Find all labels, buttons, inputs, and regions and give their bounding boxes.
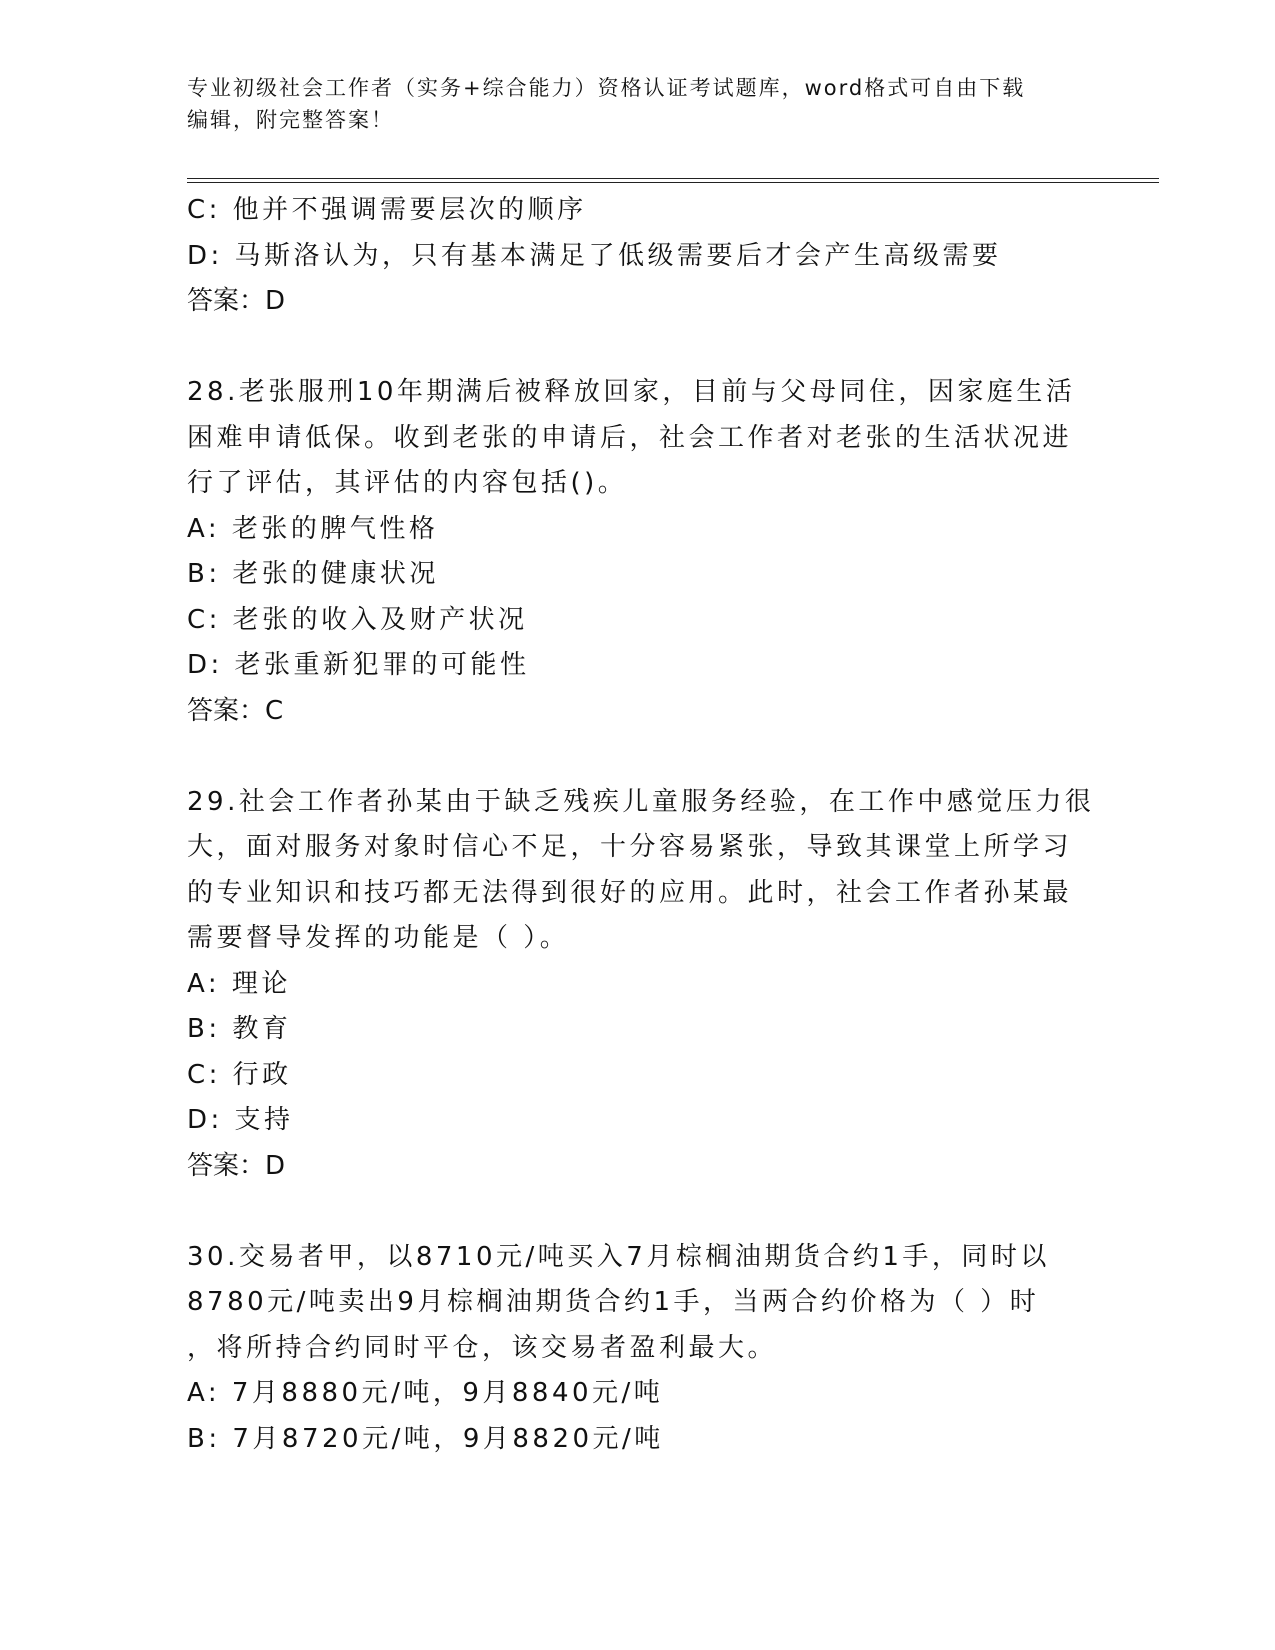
question-stem-line: 的专业知识和技巧都无法得到很好的应用。此时，社会工作者孙某最 [187,877,1073,908]
answer: 答案：C [187,695,284,726]
question-stem-line: 28.老张服刑10年期满后被释放回家，目前与父母同住，因家庭生活 [187,377,1076,407]
question-stem-line: 需要督导发挥的功能是（ ）。 [187,923,570,953]
option-c: C: 行政 [187,1059,292,1090]
question-30 [187,1235,1087,1463]
answer: 答案：D [187,286,286,316]
question-stem-line: 29.社会工作者孙某由于缺乏残疾儿童服务经验，在工作中感觉压力很 [187,786,1095,817]
option-b: B: 老张的健康状况 [187,559,439,589]
question-29 [187,780,1095,1190]
option-b: B: 7月8720元/吨，9月8820元/吨 [187,1423,664,1454]
document-header [187,72,1087,136]
option-a: A: 理论 [187,968,291,999]
question-stem-line: ，将所持合约同时平仓，该交易者盈利最大。 [187,1332,778,1363]
question-stem-line: 大，面对服务对象时信心不足，十分容易紧张，导致其课堂上所学习 [187,832,1073,862]
option-d: D: 支持 [187,1105,294,1135]
header-line-1: 专业初级社会工作者（实务+综合能力）资格认证考试题库，word格式可自由下载 [187,76,1026,100]
option-c: C: 老张的收入及财产状况 [187,604,528,635]
question-stem-line: 8780元/吨卖出9月棕榈油期货合约1手，当两合约价格为（ ）时 [187,1287,1040,1317]
option-a: A: 老张的脾气性格 [187,513,439,544]
option-a: A: 7月8880元/吨，9月8840元/吨 [187,1378,664,1408]
option-d: D: 马斯洛认为，只有基本满足了低级需要后才会产生高级需要 [187,240,1002,271]
option-d: D: 老张重新犯罪的可能性 [187,650,530,680]
header-line-2: 编辑，附完整答案！ [187,108,394,132]
option-b: B: 教育 [187,1014,292,1044]
answer: 答案：D [187,1150,286,1181]
question-content [187,188,1095,1462]
question-stem-line: 行了评估，其评估的内容包括()。 [187,468,628,498]
option-c: C: 他并不强调需要层次的顺序 [187,195,587,225]
question-27-tail [187,188,1087,325]
header-divider [187,178,1159,183]
question-stem-line: 困难申请低保。收到老张的申请后，社会工作者对老张的生活状况进 [187,422,1073,453]
question-28 [187,370,1087,734]
question-stem-line: 30.交易者甲，以8710元/吨买入7月棕榈油期货合约1手，同时以 [187,1241,1050,1272]
